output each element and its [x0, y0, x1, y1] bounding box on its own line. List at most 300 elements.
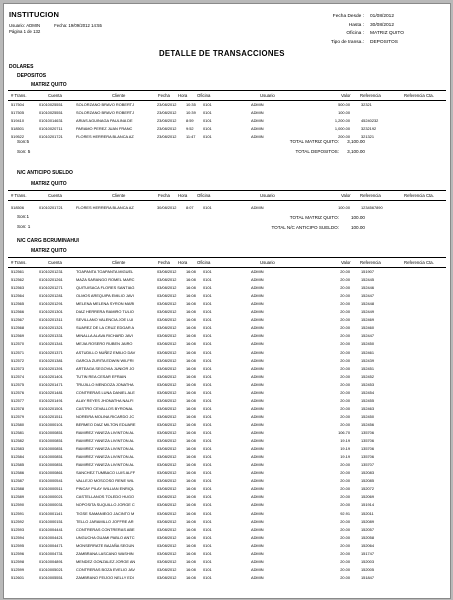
table-row — [8, 558, 446, 565]
cell-col-cuenta: 01010201281 — [39, 293, 63, 299]
cell-col-oficina: 0101 — [203, 413, 212, 419]
cell-col-referencia: 152064 — [361, 542, 374, 548]
cell-col-oficina: 0101 — [203, 134, 212, 140]
cell-col-usuario: ADMIN — [251, 454, 264, 460]
cell-col-oficina: 0101 — [203, 269, 212, 274]
cell-col-trans: 512589 — [11, 494, 24, 500]
cell-col-cuenta: 01010004441 — [39, 526, 63, 532]
cell-col-oficina: 0101 — [203, 454, 212, 460]
cell-col-referencia: 152072 — [361, 486, 374, 492]
cell-col-fecha: 03/08/2012 — [157, 438, 177, 444]
cell-col-usuario: ADMIN — [251, 421, 264, 427]
cell-col-fecha: 03/08/2012 — [157, 301, 177, 307]
cell-col-referencia: 152085 — [361, 478, 374, 484]
cell-col-fecha: 03/08/2012 — [157, 486, 177, 492]
header-col-referencia-cta: Referencia Cta. — [404, 192, 434, 198]
section-title-nc-carg: N/C CARG BCRUMINAHUI — [17, 238, 79, 244]
cell-col-usuario: ADMIN — [251, 293, 264, 299]
cell-col-hora: 16:08 — [186, 293, 196, 299]
cell-col-cuenta: 01010201301 — [39, 309, 63, 315]
cell-col-valor: 20.00 — [340, 421, 350, 427]
cell-col-cliente: RAMIREZ YANEZA LIVINTON AL — [76, 446, 135, 452]
cell-col-trans: 512562 — [11, 277, 24, 283]
header-col-valor: Valor — [341, 259, 351, 265]
cell-col-valor: 20.00 — [340, 518, 350, 524]
cell-col-fecha: 03/08/2012 — [157, 397, 177, 403]
cell-col-trans: 512586 — [11, 470, 24, 476]
cell-col-cliente: MAZA SARANGO ROMEL MARC — [76, 277, 135, 283]
header-col-fecha: Fecha — [158, 192, 170, 198]
cell-col-usuario: ADMIN — [251, 102, 264, 107]
cell-col-referencia: 135706 — [361, 438, 374, 444]
transaction-type-filter: DEPOSITOS — [370, 39, 398, 45]
cell-col-cuenta: 01010201311 — [39, 317, 63, 323]
cell-col-cuenta: 01010201261 — [39, 277, 63, 283]
cell-col-usuario: ADMIN — [251, 430, 264, 435]
cell-col-oficina: 0101 — [203, 462, 212, 468]
cell-col-cliente: DIAZ HERRERA RAMIRO TULIO — [76, 309, 134, 315]
cell-col-fecha: 23/08/2012 — [157, 118, 177, 124]
cell-col-referencia: 152451 — [361, 365, 374, 371]
cell-col-oficina: 0101 — [203, 293, 212, 299]
cell-col-usuario: ADMIN — [251, 134, 264, 140]
cell-col-trans: 512575 — [11, 381, 24, 387]
cell-col-fecha: 03/08/2012 — [157, 574, 177, 580]
cell-col-trans: 517505 — [11, 110, 24, 116]
cell-col-cliente: CONTRERAS CONTRERAS ABE — [76, 526, 135, 532]
cell-col-trans: 512585 — [11, 462, 24, 468]
cell-col-valor: 20.00 — [340, 462, 350, 468]
cell-col-cuenta: 01010001141 — [39, 510, 63, 516]
cell-col-valor: 100.00 — [338, 110, 350, 116]
cell-col-valor: 20.00 — [340, 574, 350, 580]
cell-col-cliente: ALAY REYES JHONATHA NALFI — [76, 397, 134, 403]
table-row — [8, 405, 446, 412]
table-row — [8, 101, 446, 108]
cell-col-referencia: 152083 — [361, 470, 374, 476]
cell-col-cliente: FLORES HERRERA BLANCA AZ — [76, 134, 134, 140]
header-col-referencia-cta: Referencia Cta. — [404, 259, 434, 265]
cell-col-cliente: GARCIA ZURITA EDWIN WILFRI — [76, 357, 134, 363]
cell-col-valor: 1,200.00 — [334, 118, 350, 124]
table-row — [8, 349, 446, 356]
cell-col-trans: 519522 — [11, 134, 24, 140]
cell-col-cuenta: 01010000511 — [39, 486, 63, 492]
table-row — [8, 316, 446, 323]
cell-col-fecha: 03/08/2012 — [157, 365, 177, 371]
cell-col-usuario: ADMIN — [251, 373, 264, 379]
cell-col-fecha: 03/08/2012 — [157, 405, 177, 411]
cell-col-usuario: ADMIN — [251, 446, 264, 452]
cell-col-trans: 512592 — [11, 518, 24, 524]
column-header-nc-anticipo — [8, 190, 446, 201]
cell-col-usuario: ADMIN — [251, 110, 264, 116]
cell-col-hora: 16:08 — [186, 285, 196, 291]
cell-col-cuenta: 01010201291 — [39, 301, 63, 307]
cell-col-usuario: ADMIN — [251, 269, 264, 274]
cell-col-usuario: ADMIN — [251, 333, 264, 339]
table-row — [8, 276, 446, 283]
cell-col-referencia: 151847 — [361, 574, 374, 580]
cell-col-usuario: ADMIN — [251, 381, 264, 387]
count-nc-anticipo: Son:1 — [17, 214, 30, 219]
cell-col-oficina: 0101 — [203, 494, 212, 500]
header-col-cuenta: Cuenta — [48, 192, 62, 198]
cell-col-hora: 16:08 — [186, 510, 196, 516]
header-col-cliente: Cliente — [112, 92, 126, 98]
header-col-oficina: Oficina — [197, 192, 211, 198]
cell-col-hora: 16:08 — [186, 309, 196, 315]
cell-col-fecha: 03/08/2012 — [157, 373, 177, 379]
cell-col-trans: 512574 — [11, 373, 24, 379]
cell-col-oficina: 0101 — [203, 285, 212, 291]
header-col-cuenta: Cuenta — [48, 259, 62, 265]
cell-col-oficina: 0101 — [203, 486, 212, 492]
cell-col-referencia: 321321 — [361, 134, 374, 140]
table-row — [8, 566, 446, 573]
cell-col-oficina: 0101 — [203, 502, 212, 508]
table-row — [8, 300, 446, 307]
cell-col-valor: 20.00 — [340, 381, 350, 387]
cell-col-referencia: 152003 — [361, 558, 374, 564]
cell-col-trans: 512593 — [11, 526, 24, 532]
cell-col-cuenta: 01010004891 — [39, 558, 63, 564]
cell-col-cliente: MELENA MELENA SYRON MARI — [76, 301, 135, 307]
cell-col-trans: 512569 — [11, 333, 24, 339]
cell-col-usuario: ADMIN — [251, 389, 264, 395]
cell-col-oficina: 0101 — [203, 389, 212, 395]
cell-col-oficina: 0101 — [203, 421, 212, 427]
cell-col-valor: 20.00 — [340, 285, 350, 291]
cell-col-referencia: 152057 — [361, 526, 374, 532]
cell-col-cliente: PARAMO PEREZ JUAN FRANC — [76, 126, 133, 132]
section-title-depositos: DEPOSITOS — [17, 73, 47, 79]
cell-col-trans: 512572 — [11, 357, 24, 363]
header-col-valor: Valor — [341, 192, 351, 198]
cell-col-referencia: 151914 — [361, 502, 374, 508]
cell-col-valor: 1,000.00 — [334, 126, 350, 132]
table-row — [8, 365, 446, 372]
cell-col-oficina: 0101 — [203, 277, 212, 283]
cell-col-cuenta: 01010000851 — [39, 438, 63, 444]
cell-col-hora: 16:08 — [186, 301, 196, 307]
cell-col-usuario: ADMIN — [251, 405, 264, 411]
cell-col-fecha: 23/08/2012 — [157, 134, 177, 140]
cell-col-cuenta: 01010000851 — [39, 462, 63, 468]
cell-col-fecha: 03/08/2012 — [157, 309, 177, 315]
cell-col-usuario: ADMIN — [251, 494, 264, 500]
cell-col-oficina: 0101 — [203, 470, 212, 476]
cell-col-hora: 16:08 — [186, 470, 196, 476]
cell-col-trans: 512577 — [11, 397, 24, 403]
subtotal-depositos: TOTAL MATRIZ QUITO: 3,100.00 — [289, 139, 365, 144]
cell-col-cliente: UNGUCHA GUAMI PABLO ANTC — [76, 534, 135, 540]
cell-col-usuario: ADMIN — [251, 478, 264, 484]
page-number: Página 1 de 132 — [9, 28, 41, 34]
cell-col-cliente: CONTRERAS BOZA EVELIO JAV — [76, 566, 135, 572]
cell-col-trans: 512567 — [11, 317, 24, 323]
table-row — [8, 493, 446, 500]
cell-col-trans: 512582 — [11, 438, 24, 444]
cell-col-hora: 16:08 — [186, 357, 196, 363]
section-office-nc-carg: MATRIZ QUITO — [31, 248, 67, 254]
cell-col-usuario: ADMIN — [251, 558, 264, 564]
cell-col-oficina: 0101 — [203, 341, 212, 347]
cell-col-oficina: 0101 — [203, 110, 212, 116]
cell-col-fecha: 03/08/2012 — [157, 454, 177, 460]
table-row — [8, 453, 446, 460]
cell-col-hora: 16:08 — [186, 550, 196, 556]
cell-col-cliente: RAMIREZ YANEZA LIVINTON AL — [76, 462, 135, 468]
cell-col-valor: 20.00 — [340, 526, 350, 532]
date-from: 01/08/2012 — [370, 14, 395, 19]
cell-col-fecha: 03/08/2012 — [157, 389, 177, 395]
header-col-trans: # Trans. — [11, 192, 27, 198]
cell-col-fecha: 03/08/2012 — [157, 317, 177, 323]
cell-col-cuenta: 01010000541 — [39, 478, 63, 484]
cell-col-cuenta: 01010004471 — [39, 542, 63, 548]
cell-col-hora: 16:08 — [186, 526, 196, 532]
cell-col-hora: 16:08 — [186, 566, 196, 572]
cell-col-referencia: 152439 — [361, 357, 374, 363]
table-row — [8, 109, 446, 116]
report-header-left — [9, 10, 102, 34]
section-title-nc-anticipo: N/C ANTICIPO SUELDO — [17, 170, 73, 176]
cell-col-valor: 200.00 — [338, 134, 350, 140]
table-row — [8, 324, 446, 331]
report-filter-block: Fecha Desde : 01/08/2012 Hasta : 30/08/2012 Oficina : MATRIZ QUITO Tipo de transa.: DEPOSITOS — [304, 13, 404, 47]
cell-col-hora: 16:08 — [186, 486, 196, 492]
cell-col-trans: 512570 — [11, 341, 24, 347]
cell-col-cuenta: 01010020711 — [39, 126, 63, 132]
cell-col-usuario: ADMIN — [251, 550, 264, 556]
cell-col-usuario: ADMIN — [251, 126, 264, 132]
cell-col-oficina: 0101 — [203, 325, 212, 331]
cell-col-usuario: ADMIN — [251, 438, 264, 444]
cell-col-valor: 20.00 — [340, 333, 350, 339]
cell-col-cuenta: 01010201231 — [39, 269, 63, 274]
cell-col-cliente: TELLO JARAMILLO JOFFRE AR — [76, 518, 134, 524]
cell-col-usuario: ADMIN — [251, 413, 264, 419]
header-col-referencia-cta: Referencia Cta. — [404, 92, 434, 98]
cell-col-referencia: 152460 — [361, 325, 374, 331]
cell-col-trans: 512571 — [11, 349, 24, 355]
cell-col-hora: 10:39 — [186, 110, 196, 116]
cell-col-valor: 20.00 — [340, 309, 350, 315]
table-row — [8, 332, 446, 339]
cell-col-fecha: 03/08/2012 — [157, 293, 177, 299]
cell-col-hora: 16:08 — [186, 389, 196, 395]
cell-col-hora: 16:08 — [186, 494, 196, 500]
table-row — [8, 117, 446, 124]
report-title: DETALLE DE TRANSACCIONES — [159, 49, 285, 58]
cell-col-cliente: ASTUDILLO NUÑEZ EMILIO DAV — [76, 349, 136, 355]
cell-col-valor: 20.00 — [340, 534, 350, 540]
cell-col-referencia: 152461 — [361, 349, 374, 355]
header-col-hora: Hora — [178, 92, 188, 98]
cell-col-valor: 20.00 — [340, 373, 350, 379]
cell-col-referencia: 135707 — [361, 462, 374, 468]
cell-col-usuario: ADMIN — [251, 341, 264, 347]
table-row — [8, 518, 446, 525]
cell-col-cliente: SOLORZANO BRAVO ROBERTJ — [76, 102, 135, 107]
cell-col-referencia: 151747 — [361, 550, 374, 556]
cell-col-usuario: ADMIN — [251, 397, 264, 403]
cell-col-referencia: 152469 — [361, 317, 374, 323]
cell-col-cliente: MEJIA ROSERO RUBEN JAIRO — [76, 341, 133, 347]
cell-col-referencia: 32321 — [361, 102, 372, 107]
cell-col-fecha: 03/08/2012 — [157, 285, 177, 291]
cell-col-usuario: ADMIN — [251, 542, 264, 548]
cell-col-trans: 512595 — [11, 542, 24, 548]
header-col-cuenta: Cuenta — [48, 92, 62, 98]
table-row — [8, 204, 446, 211]
header-col-fecha: Fecha — [158, 92, 170, 98]
table-row — [8, 526, 446, 533]
cell-col-valor: 20.00 — [340, 478, 350, 484]
cell-col-referencia: 135706 — [361, 454, 374, 460]
cell-col-hora: 16:08 — [186, 438, 196, 444]
cell-col-valor: 19.19 — [340, 446, 350, 452]
cell-col-cliente: CASTRO CEVALLOS BYRONAL — [76, 405, 134, 411]
table-row — [8, 308, 446, 315]
cell-col-fecha: 03/08/2012 — [157, 478, 177, 484]
table-row — [8, 445, 446, 452]
table-row — [8, 389, 446, 396]
cell-col-hora: 16:08 — [186, 269, 196, 274]
cell-col-trans: 512563 — [11, 285, 24, 291]
cell-col-fecha: 03/08/2012 — [157, 341, 177, 347]
table-row — [8, 550, 446, 557]
cell-col-referencia: 152005 — [361, 566, 374, 572]
table-row — [8, 381, 446, 388]
cell-col-cliente: TRUJILLO MENDOZA JONATHA — [76, 381, 134, 387]
table-row — [8, 501, 446, 508]
header-col-oficina: Oficina — [197, 259, 211, 265]
cell-col-referencia: 152069 — [361, 494, 374, 500]
cell-col-cliente: MONSERRATE BAJAÑA SEGUN — [76, 542, 135, 548]
cell-col-cliente: TOAPANTA TOAPANTA MIGUEL — [76, 269, 134, 274]
cell-col-trans: 512573 — [11, 365, 24, 371]
cell-col-fecha: 03/08/2012 — [157, 494, 177, 500]
cell-col-fecha: 03/08/2012 — [157, 502, 177, 508]
cell-col-oficina: 0101 — [203, 118, 212, 124]
cell-col-oficina: 0101 — [203, 430, 212, 435]
cell-col-oficina: 0101 — [203, 365, 212, 371]
table-row — [8, 292, 446, 299]
cell-col-cliente: MENDEZ GONZALEZ JORGE AN — [76, 558, 136, 564]
table-row — [8, 125, 446, 132]
cell-col-valor: 20.00 — [340, 470, 350, 476]
cell-col-fecha: 03/08/2012 — [157, 526, 177, 532]
cell-col-trans: 512594 — [11, 534, 24, 540]
count-nc-anticipo-total: Son: 1 — [17, 224, 31, 229]
cell-col-trans: 512565 — [11, 301, 24, 307]
cell-col-fecha: 03/08/2012 — [157, 325, 177, 331]
cell-col-cliente: CASTELLANOS TOLEDO HUGO — [76, 494, 135, 500]
cell-col-oficina: 0101 — [203, 309, 212, 315]
cell-col-usuario: ADMIN — [251, 566, 264, 572]
cell-col-usuario: ADMIN — [251, 285, 264, 291]
cell-col-cliente: ZAMBRANA LASCANO WASHIN — [76, 550, 134, 556]
cell-col-valor: 20.00 — [340, 277, 350, 283]
date-to: 30/08/2012 — [370, 22, 395, 28]
cell-col-referencia: 152446 — [361, 285, 374, 291]
cell-col-trans: 512584 — [11, 454, 24, 460]
cell-col-hora: 16:08 — [186, 373, 196, 379]
table-row — [8, 413, 446, 420]
cell-col-cuenta: 01010201471 — [39, 381, 63, 387]
cell-col-cliente: TUTIN REA CESAR EFRAIN — [76, 373, 127, 379]
cell-col-usuario: ADMIN — [251, 325, 264, 331]
table-row — [8, 477, 446, 484]
cell-col-hora: 16:08 — [186, 430, 196, 435]
table-row — [8, 373, 446, 380]
cell-col-trans: 512583 — [11, 446, 24, 452]
cell-col-hora: 16:08 — [186, 518, 196, 524]
cell-col-oficina: 0101 — [203, 438, 212, 444]
table-row — [8, 397, 446, 404]
header-col-trans: # Trans. — [11, 259, 27, 265]
cell-col-referencia: 152011 — [361, 510, 374, 516]
cell-col-usuario: ADMIN — [251, 470, 264, 476]
cell-col-cuenta: 01010201331 — [39, 333, 63, 339]
cell-col-hora: 16:08 — [186, 341, 196, 347]
cell-col-oficina: 0101 — [203, 534, 212, 540]
cell-col-valor: 20.00 — [340, 413, 350, 419]
cell-col-cliente: RAMIREZ YANEZA LIVINTON AL — [76, 454, 135, 460]
cell-col-usuario: ADMIN — [251, 205, 264, 210]
cell-col-cuenta: 01010004731 — [39, 550, 63, 556]
cell-col-cuenta: 01010201271 — [39, 285, 63, 291]
cell-col-valor: 92.91 — [340, 510, 350, 516]
cell-col-usuario: ADMIN — [251, 349, 264, 355]
cell-col-usuario: ADMIN — [251, 526, 264, 532]
table-row — [8, 133, 446, 140]
header-col-valor: Valor — [341, 92, 351, 98]
count-depositos: Son:5 — [17, 139, 30, 144]
cell-col-cuenta: 01010000031 — [39, 502, 63, 508]
cell-col-oficina: 0101 — [203, 510, 212, 516]
header-col-hora: Hora — [178, 192, 188, 198]
currency-label: DOLARES — [9, 64, 34, 70]
header-col-referencia: Referencia — [360, 92, 381, 98]
table-row — [8, 574, 446, 581]
cell-col-oficina: 0101 — [203, 397, 212, 403]
cell-col-cliente: TIGSE SAMANIEGO JACINTO M — [76, 510, 135, 516]
table-row — [8, 357, 446, 364]
cell-col-oficina: 0101 — [203, 373, 212, 379]
cell-col-oficina: 0101 — [203, 349, 212, 355]
cell-col-hora: 8:59 — [186, 118, 194, 124]
cell-col-hora: 16:08 — [186, 542, 196, 548]
cell-col-cliente: ARTEAGA SEGOVIA JUNIOR JO — [76, 365, 135, 371]
cell-col-cliente: RAMIREZ YANEZA LIVINTON AL — [76, 438, 135, 444]
cell-col-valor: 20.00 — [340, 341, 350, 347]
cell-col-cliente: BERMEO DIAZ MILTON EDUARE — [76, 421, 136, 427]
cell-col-fecha: 03/08/2012 — [157, 277, 177, 283]
cell-col-oficina: 0101 — [203, 526, 212, 532]
cell-col-hora: 16:08 — [186, 325, 196, 331]
cell-col-fecha: 03/08/2012 — [157, 566, 177, 572]
table-row — [8, 437, 446, 444]
cell-col-referencia: 152453 — [361, 381, 374, 387]
cell-col-cuenta: 01010004421 — [39, 534, 63, 540]
table-row — [8, 461, 446, 468]
cell-col-cliente: MINALLA ALAVA RICHARD JAVI — [76, 333, 133, 339]
cell-col-trans: 512564 — [11, 293, 24, 299]
cell-col-referencia: 135706 — [361, 430, 374, 435]
